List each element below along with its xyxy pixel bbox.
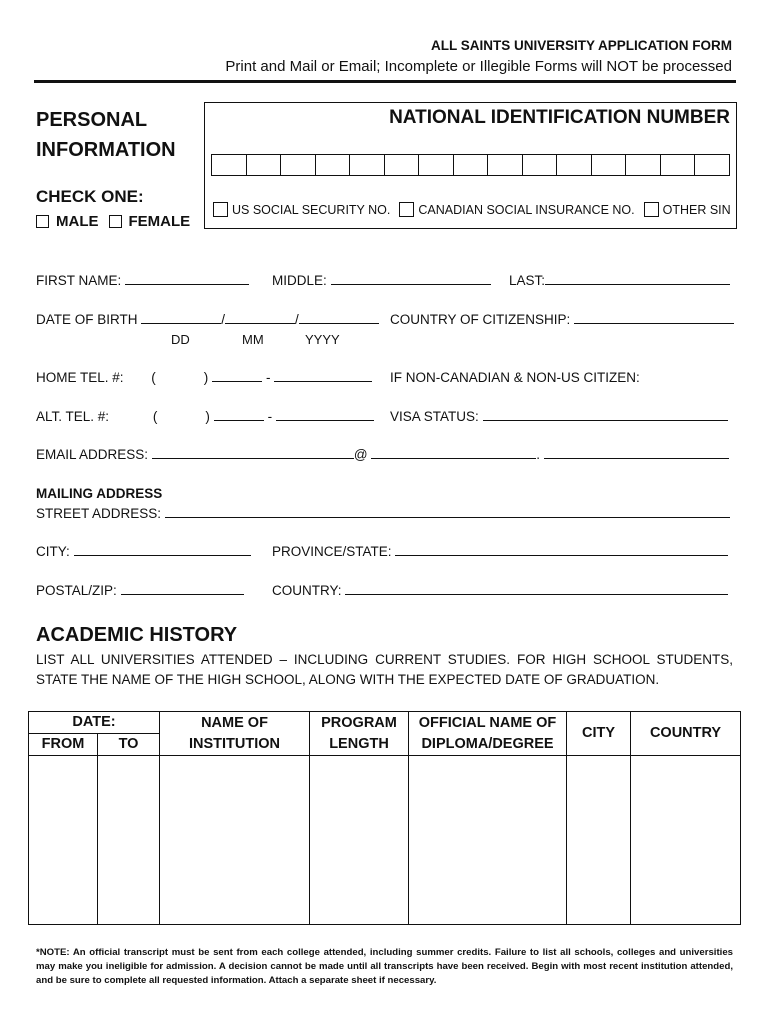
table-row bbox=[29, 756, 741, 925]
national-id-cell[interactable] bbox=[247, 155, 282, 175]
national-id-cell[interactable] bbox=[488, 155, 523, 175]
personal-heading-line2: INFORMATION bbox=[36, 139, 176, 161]
male-label: MALE bbox=[56, 213, 99, 230]
last-name-field bbox=[509, 273, 730, 288]
academic-instructions: LIST ALL UNIVERSITIES ATTENDED – INCLUDING CURRENT STUDIES. FOR HIGH SCHOOL STUDENTS, STATE THE NAME OF THE HIGH SCHOOL, ALONG WITH THE EXPECTED DATE OF GRADUATION. bbox=[36, 652, 733, 687]
non-citizen-label: IF NON-CANADIAN & NON-US CITIZEN: bbox=[390, 370, 640, 385]
id-type-options bbox=[213, 202, 740, 217]
city-field bbox=[36, 544, 251, 559]
from-cell[interactable] bbox=[29, 756, 98, 925]
header-divider bbox=[34, 80, 736, 83]
national-id-heading: NATIONAL IDENTIFICATION NUMBER bbox=[389, 107, 730, 128]
home-tel-label: HOME TEL. #: bbox=[36, 370, 124, 385]
national-id-cell[interactable] bbox=[350, 155, 385, 175]
postal-label: POSTAL/ZIP: bbox=[36, 583, 117, 598]
dob-mm-hint: MM bbox=[242, 332, 264, 347]
visa-status-input[interactable] bbox=[483, 409, 728, 421]
canadian-sin-label: CANADIAN SOCIAL INSURANCE NO. bbox=[418, 202, 635, 217]
other-sin-checkbox[interactable] bbox=[644, 202, 659, 217]
national-id-cell[interactable] bbox=[592, 155, 627, 175]
country-cell[interactable] bbox=[631, 756, 741, 925]
email-label: EMAIL ADDRESS: bbox=[36, 447, 149, 462]
province-input[interactable] bbox=[395, 544, 728, 556]
last-name-label: LAST: bbox=[509, 273, 546, 288]
national-id-box bbox=[204, 102, 737, 229]
mailing-address-heading: MAILING ADDRESS bbox=[36, 486, 163, 501]
us-ssn-option bbox=[213, 202, 390, 217]
dob-dd-hint: DD bbox=[171, 332, 190, 347]
national-id-cell[interactable] bbox=[419, 155, 454, 175]
city-label: CITY: bbox=[36, 544, 70, 559]
male-checkbox[interactable] bbox=[36, 215, 49, 228]
email-tld-input[interactable] bbox=[544, 447, 729, 459]
visa-status-label: VISA STATUS: bbox=[390, 409, 479, 424]
middle-name-field bbox=[272, 273, 491, 288]
program-length-column-header: PROGRAM LENGTH bbox=[310, 712, 409, 756]
institution-column-header: NAME OF INSTITUTION bbox=[160, 712, 310, 756]
form-subtitle: Print and Mail or Email; Incomplete or Illegible Forms will NOT be processed bbox=[225, 58, 732, 75]
dob-day-input[interactable] bbox=[141, 312, 221, 324]
national-id-cell[interactable] bbox=[281, 155, 316, 175]
citizenship-field bbox=[390, 312, 734, 327]
middle-name-label: MIDDLE: bbox=[272, 273, 327, 288]
academic-history-heading: ACADEMIC HISTORY bbox=[36, 624, 238, 646]
national-id-cell[interactable] bbox=[385, 155, 420, 175]
other-sin-label: OTHER SIN bbox=[662, 202, 731, 217]
first-name-input[interactable] bbox=[125, 273, 249, 285]
alt-tel-label: ALT. TEL. #: bbox=[36, 409, 110, 424]
home-tel-field: HOME TEL. #: ( ) - bbox=[36, 370, 372, 385]
city-cell[interactable] bbox=[567, 756, 631, 925]
dob-field: DATE OF BIRTH / / bbox=[36, 312, 379, 327]
national-id-cell[interactable] bbox=[316, 155, 351, 175]
alt-tel-prefix-input[interactable] bbox=[214, 409, 264, 421]
from-column-header: FROM bbox=[29, 734, 98, 756]
city-column-header: CITY bbox=[567, 712, 631, 756]
alt-tel-line-input[interactable] bbox=[276, 409, 374, 421]
female-checkbox[interactable] bbox=[109, 215, 122, 228]
diploma-column-header: OFFICIAL NAME OF DIPLOMA/DEGREE bbox=[409, 712, 567, 756]
province-field bbox=[272, 544, 728, 559]
to-cell[interactable] bbox=[98, 756, 160, 925]
country-column-header: COUNTRY bbox=[631, 712, 741, 756]
email-field bbox=[36, 447, 729, 462]
postal-input[interactable] bbox=[121, 583, 244, 595]
to-column-header: TO bbox=[98, 734, 160, 756]
check-one-label: CHECK ONE: bbox=[36, 187, 144, 206]
first-name-field bbox=[36, 273, 249, 288]
email-dot: . bbox=[536, 447, 541, 462]
transcript-note: *NOTE: An official transcript must be sent from each college attended, including summer credits. Failure to list all schools, colleges and universities may make you ineligible for admission. A decision cannot be made until all transcripts have been received. Begin with most recent institution attended, and be sure to complete all requested information. Attach a separate sheet if necessary. bbox=[36, 947, 733, 986]
national-id-cell[interactable] bbox=[212, 155, 247, 175]
personal-heading-line1: PERSONAL bbox=[36, 109, 148, 131]
middle-name-input[interactable] bbox=[331, 273, 491, 285]
first-name-label: FIRST NAME: bbox=[36, 273, 122, 288]
female-label: FEMALE bbox=[128, 213, 191, 230]
us-ssn-checkbox[interactable] bbox=[213, 202, 228, 217]
gender-options bbox=[36, 213, 196, 230]
national-id-cells bbox=[211, 154, 730, 176]
last-name-input[interactable] bbox=[545, 273, 730, 285]
street-address-field bbox=[36, 506, 730, 521]
other-sin-option bbox=[644, 202, 731, 217]
form-title: ALL SAINTS UNIVERSITY APPLICATION FORM bbox=[430, 38, 732, 53]
national-id-cell[interactable] bbox=[695, 155, 729, 175]
city-input[interactable] bbox=[74, 544, 251, 556]
home-tel-line-input[interactable] bbox=[274, 370, 372, 382]
dob-month-input[interactable] bbox=[225, 312, 295, 324]
home-tel-prefix-input[interactable] bbox=[212, 370, 262, 382]
canadian-sin-checkbox[interactable] bbox=[399, 202, 414, 217]
email-user-input[interactable] bbox=[152, 447, 354, 459]
email-at-sign: @ bbox=[353, 447, 368, 462]
national-id-cell[interactable] bbox=[557, 155, 592, 175]
dob-year-input[interactable] bbox=[299, 312, 379, 324]
country-label: COUNTRY: bbox=[272, 583, 342, 598]
street-address-label: STREET ADDRESS: bbox=[36, 506, 162, 521]
postal-field bbox=[36, 583, 244, 598]
country-input[interactable] bbox=[345, 583, 728, 595]
personal-information-heading bbox=[36, 105, 206, 165]
dob-yyyy-hint: YYYY bbox=[305, 332, 340, 347]
country-field bbox=[272, 583, 728, 598]
email-domain-input[interactable] bbox=[371, 447, 536, 459]
national-id-cell[interactable] bbox=[626, 155, 661, 175]
academic-history-table bbox=[28, 711, 741, 925]
program-length-cell[interactable] bbox=[310, 756, 409, 925]
alt-tel-field: ALT. TEL. #: ( ) - bbox=[36, 409, 374, 424]
citizenship-label: COUNTRY OF CITIZENSHIP: bbox=[390, 312, 571, 327]
national-id-cell[interactable] bbox=[661, 155, 696, 175]
street-address-input[interactable] bbox=[165, 506, 730, 518]
dob-label: DATE OF BIRTH bbox=[36, 312, 138, 327]
citizenship-input[interactable] bbox=[574, 312, 734, 324]
institution-cell[interactable] bbox=[160, 756, 310, 925]
canadian-sin-option bbox=[399, 202, 634, 217]
national-id-cell[interactable] bbox=[523, 155, 558, 175]
national-id-cell[interactable] bbox=[454, 155, 489, 175]
province-label: PROVINCE/STATE: bbox=[272, 544, 392, 559]
us-ssn-label: US SOCIAL SECURITY NO. bbox=[232, 202, 391, 217]
date-column-header: DATE: bbox=[29, 712, 160, 734]
visa-status-field bbox=[390, 409, 728, 424]
diploma-cell[interactable] bbox=[409, 756, 567, 925]
